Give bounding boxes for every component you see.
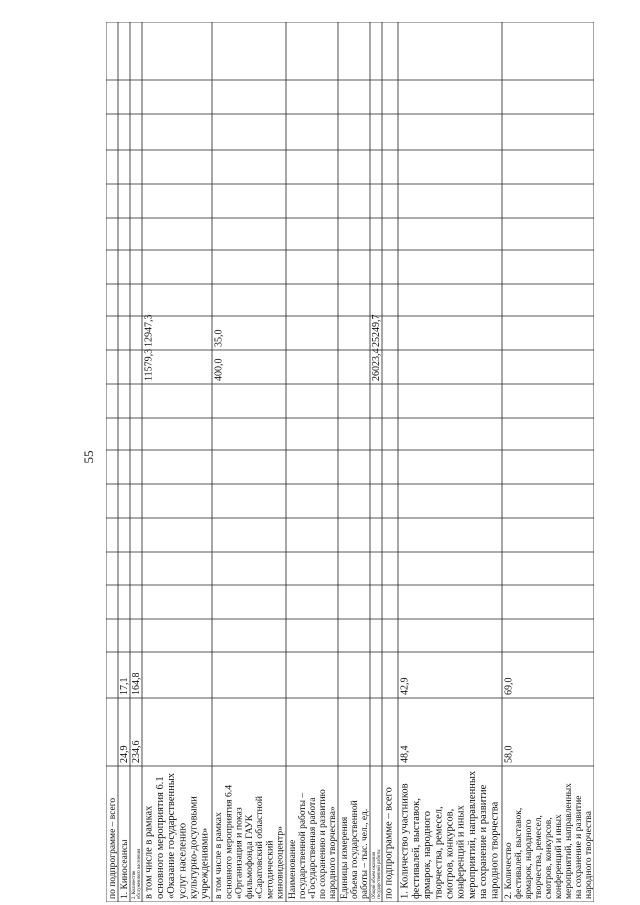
row-label: по подпрограмме – всего	[107, 797, 118, 899]
row-label: творчества, ремесел,	[433, 806, 445, 899]
table-row	[144, 315, 211, 900]
row-label: методический	[264, 840, 276, 899]
row-label: Единицы измерения	[339, 816, 350, 899]
row-label: в том числе в рамках	[213, 812, 225, 899]
row-label: 2. Количество	[503, 842, 514, 899]
row-label: объема государственной	[349, 800, 360, 899]
row-label: народного творчества»	[327, 806, 338, 899]
cell-value: 164,8	[131, 672, 142, 695]
row-label: учреждениями»	[199, 827, 211, 899]
row-label: государственной работы	[376, 849, 382, 899]
row-label: фильмофонда ГАУК	[243, 814, 255, 899]
row-label: на сохранение и развитие	[478, 784, 490, 899]
row-label: смотров, конкурсов,	[543, 817, 554, 899]
cell-value: 25249,7	[371, 314, 382, 347]
row-label: мероприятий, направленных	[563, 783, 574, 899]
table-row	[504, 678, 594, 900]
table-row	[131, 673, 142, 900]
cell-value: 400,0	[213, 358, 225, 381]
row-label: фестивалей, выставок,	[513, 807, 524, 899]
row-label: «Саратовский областной	[254, 796, 266, 899]
row-label: основного мероприятия 6.1	[154, 776, 166, 899]
row-label: смотров, конкурсов,	[444, 808, 456, 899]
row-label: творчества, ремесел,	[533, 815, 544, 899]
row-label: государственной работы –	[297, 792, 308, 899]
table-row	[400, 678, 501, 900]
cell-value: 234,6	[131, 740, 142, 763]
row-label: мероприятий, направленных	[466, 770, 478, 899]
row-label: основного мероприятия 6.4	[223, 784, 235, 899]
data-table	[106, 22, 594, 902]
data-table-container	[106, 22, 594, 902]
row-label: конференций и иных	[553, 814, 564, 899]
table-row	[384, 787, 395, 899]
cell-value: 58,0	[503, 745, 515, 763]
row-label: ярмарок, народного	[422, 811, 434, 899]
row-label: «Организация и показ	[233, 807, 245, 899]
row-label: культурно-досуговыми	[188, 796, 200, 899]
page-number: 55	[81, 450, 96, 464]
cell-value: 24,9	[119, 745, 130, 763]
row-label: услуг населению	[177, 822, 189, 899]
row-label: 1. Киносеансы	[119, 839, 130, 899]
table-row	[371, 315, 382, 900]
row-label: киновидеоцентр»	[274, 825, 286, 899]
row-label: 2. Количество	[131, 870, 137, 899]
cell-value: 17,1	[119, 677, 130, 695]
row-label: ярмарок, народного	[523, 819, 534, 899]
row-label: «Государственная работа	[307, 797, 318, 899]
cell-value: 42,9	[399, 677, 411, 695]
row-label: «Оказание государственных	[166, 772, 178, 899]
table-row	[119, 678, 130, 900]
cell-value: 48,4	[399, 745, 411, 763]
row-label: Общий объем оказания	[371, 851, 377, 899]
row-label: Наименование	[287, 839, 298, 899]
row-label: фестивалей, выставок,	[410, 798, 422, 899]
cell-value: 26023,4	[371, 348, 382, 381]
cell-value: 11579,3	[143, 348, 155, 381]
row-label: народного творчества	[489, 801, 501, 899]
row-label: конференций и иных	[455, 805, 467, 899]
table-row	[340, 800, 370, 899]
row-label: по сохранению и развитию	[317, 789, 328, 899]
cell-value: 12947,3	[143, 314, 155, 347]
row-label: обслуженного населения	[136, 848, 142, 899]
row-label: 1. Количество участников	[399, 783, 411, 899]
row-label: работы – тыс. чел., ед.	[359, 808, 370, 899]
cell-value: 35,0	[213, 329, 225, 347]
row-label: народного творчества	[583, 811, 594, 899]
cell-value: 69,0	[503, 677, 515, 695]
row-label: по подпрограмме – всего	[383, 787, 395, 899]
row-label: в том числе в рамках	[143, 805, 155, 899]
row-label: на сохранение и развитие	[573, 795, 584, 899]
table-row	[213, 330, 286, 900]
table-row	[108, 798, 118, 899]
table-row	[288, 789, 338, 899]
